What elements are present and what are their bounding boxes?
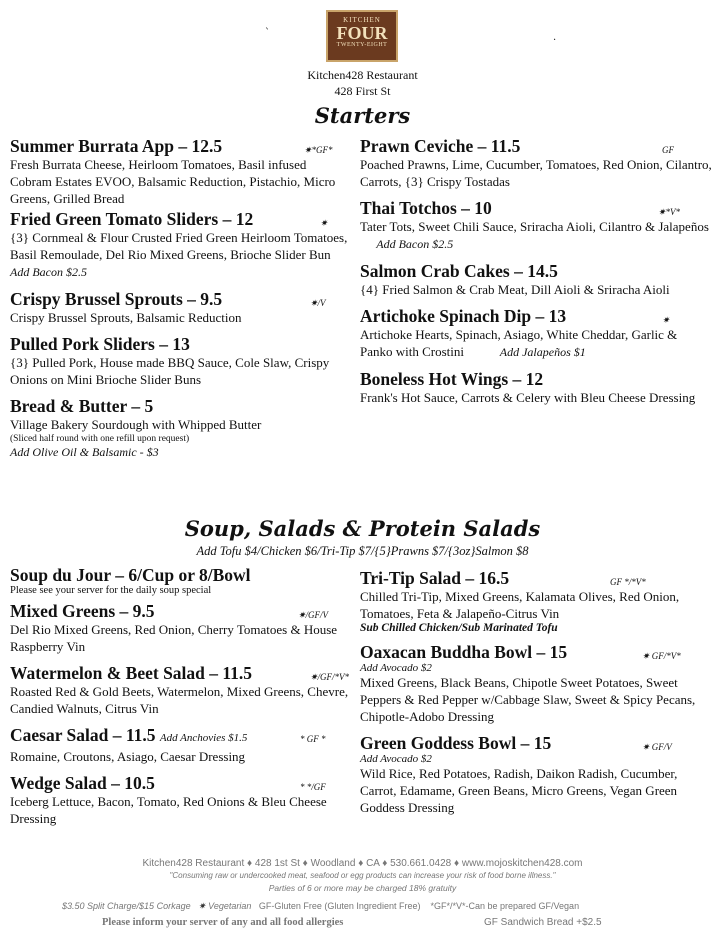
- menu-item: [10, 663, 355, 717]
- item-description: Please see your server for the daily soup special: [10, 585, 212, 596]
- item-name: [360, 642, 715, 662]
- diet-tag: * GF *: [300, 734, 326, 744]
- footer-gluten-free: GF-Gluten Free (Gluten Ingredient Free): [258, 901, 421, 911]
- item-addon: Add Jalapeños $1: [499, 345, 586, 359]
- diet-tag-text: GF/*V*: [651, 651, 681, 661]
- menu-item: [10, 725, 355, 765]
- menu-item: [10, 136, 350, 207]
- item-name: [360, 136, 712, 156]
- item-name-text: Prawn Ceviche – 11.5: [360, 136, 521, 156]
- item-name: Salmon Crab Cakes – 14.5: [360, 261, 558, 281]
- diet-tag: ✷/GF/V: [298, 610, 329, 620]
- logo-line-2: FOUR: [336, 23, 388, 43]
- menu-item: [10, 773, 355, 827]
- menu-item: [10, 289, 350, 326]
- item-name-text: Mixed Greens – 9.5: [10, 601, 155, 621]
- diet-tag-text: /GF/*V*: [317, 672, 350, 682]
- menu-item: [10, 334, 350, 388]
- item-name: [10, 725, 355, 748]
- item-name: [360, 568, 715, 588]
- item-addon: Add Bacon $2.5: [10, 265, 87, 279]
- menu-item: [10, 565, 355, 597]
- item-name: Soup du Jour – 6/Cup or 8/Bowl: [10, 565, 251, 585]
- restaurant-logo: [326, 10, 398, 62]
- item-name: [360, 306, 712, 326]
- vegetarian-icon: ✷: [198, 901, 206, 911]
- menu-item: [360, 568, 715, 634]
- item-description: {4} Fried Salmon & Crab Meat, Dill Aioli & Sriracha Aioli: [360, 282, 670, 297]
- item-name-text: Crispy Brussel Sprouts – 9.5: [10, 289, 223, 309]
- section-title-salads: Soup, Salads & Protein Salads: [184, 516, 541, 541]
- item-substitution: Sub Chilled Chicken/Sub Marinated Tofu: [360, 622, 558, 634]
- item-note: (Sliced half round with one refill upon request): [10, 434, 190, 444]
- diet-tag-text: *GF*: [311, 145, 333, 155]
- starters-left-column: [10, 136, 350, 468]
- item-addon: Add Olive Oil & Balsamic - $3: [10, 445, 159, 459]
- item-description: Roasted Red & Gold Beets, Watermelon, Mixed Greens, Chevre, Candied Walnuts, Citrus Vin: [10, 684, 349, 716]
- item-description: Wild Rice, Red Potatoes, Radish, Daikon Radish, Cucumber, Carrot, Edamame, Green Beans, Micro Greens, Vegan Green Goddess Dressing: [360, 766, 678, 815]
- item-name: [10, 773, 355, 793]
- diet-tag: ✷*GF*: [304, 145, 333, 155]
- item-description: Poached Prawns, Lime, Cucumber, Tomatoes, Red Onion, Cilantro, Carrots, {3} Crispy Tostadas: [360, 157, 712, 189]
- footer-contact: Kitchen428 Restaurant ♦ 428 1st St ♦ Woodland ♦ CA ♦ 530.661.0428 ♦ www.mojoskitchen428.com: [142, 858, 583, 869]
- salads-left-column: [10, 565, 355, 835]
- diet-tag-text: *V*: [665, 207, 681, 217]
- item-name-text: Watermelon & Beet Salad – 11.5: [10, 663, 253, 683]
- item-name-text: Summer Burrata App – 12.5: [10, 136, 223, 156]
- item-name-text: Oaxacan Buddha Bowl – 15: [360, 642, 568, 662]
- item-name: Pulled Pork Sliders – 13: [10, 334, 190, 354]
- diet-tag-text: /V: [317, 298, 326, 308]
- item-name-text: Wedge Salad – 10.5: [10, 773, 155, 793]
- diet-tag: GF */*V*: [610, 577, 646, 587]
- item-description: Crispy Brussel Sprouts, Balsamic Reduction: [10, 310, 242, 325]
- item-addon: Add Bacon $2.5: [376, 237, 454, 251]
- item-name: Bread & Butter – 5: [10, 396, 154, 416]
- item-description: Village Bakery Sourdough with Whipped Butter: [10, 417, 262, 432]
- item-name: [360, 198, 712, 218]
- item-description: Mixed Greens, Black Beans, Chipotle Sweet Potatoes, Sweet Peppers & Red Pepper w/Cabbage Slaw, Sweet & Spicy Pecans, Chipotle-Adobo Dressing: [360, 675, 696, 724]
- item-name-text: Artichoke Spinach Dip – 13: [360, 306, 567, 326]
- footer-charges: $3.50 Split Charge/$15 Corkage: [62, 901, 191, 911]
- item-description: {3} Pulled Pork, House made BBQ Sauce, Cole Slaw, Crispy Onions on Mini Brioche Slider Buns: [10, 355, 330, 387]
- footer-allergies: Please inform your server of any and all food allergies: [102, 917, 344, 928]
- item-description: Del Rio Mixed Greens, Red Onion, Cherry Tomatoes & House Raspberry Vin: [10, 622, 338, 654]
- item-name: [10, 601, 355, 621]
- diet-tag-text: GF/V: [651, 742, 672, 752]
- restaurant-name: Kitchen428 Restaurant: [307, 68, 418, 82]
- menu-item: [10, 209, 350, 281]
- item-description: Iceberg Lettuce, Bacon, Tomato, Red Onions & Bleu Cheese Dressing: [10, 794, 327, 826]
- item-name: [360, 733, 715, 753]
- item-name: [10, 136, 350, 156]
- menu-item: [360, 733, 715, 816]
- diet-tag: ✷/V: [310, 298, 326, 308]
- speck: `: [265, 28, 270, 39]
- restaurant-address: 428 First St: [334, 84, 391, 98]
- diet-tag: ✷*V*: [658, 207, 681, 217]
- menu-item: [10, 601, 355, 655]
- item-description-text: Tater Tots, Sweet Chili Sauce, Sriracha Aioli, Cilantro & Jalapeños: [360, 219, 709, 234]
- item-name: Boneless Hot Wings – 12: [360, 369, 544, 389]
- menu-item: [360, 642, 715, 725]
- menu-item: [360, 261, 712, 298]
- menu-item: [360, 306, 712, 361]
- footer-gratuity: Parties of 6 or more may be charged 18% gratuity: [268, 883, 457, 893]
- item-name-text: Fried Green Tomato Sliders – 12: [10, 209, 254, 229]
- starters-right-column: [360, 136, 712, 414]
- vegetarian-icon: ✷: [320, 218, 328, 228]
- section-subtitle-addons: Add Tofu $4/Chicken $6/Tri-Tip $7/{5}Prawns $7/{3oz}Salmon $8: [196, 544, 529, 558]
- item-description: [10, 229, 350, 281]
- item-description: Frank's Hot Sauce, Carrots & Celery with Bleu Cheese Dressing: [360, 390, 696, 405]
- item-addon: Add Anchovies $1.5: [159, 732, 248, 744]
- section-title-starters: Starters: [314, 103, 411, 128]
- salads-right-column: [360, 568, 715, 824]
- logo-line-1: KITCHEN: [343, 16, 381, 24]
- item-name-text: Tri-Tip Salad – 16.5: [360, 568, 510, 588]
- diet-tag: ✷ GF/V: [642, 742, 672, 752]
- item-name: [10, 663, 355, 683]
- item-description: Chilled Tri-Tip, Mixed Greens, Kalamata Olives, Red Onion, Tomatoes, Feta & Jalapeño-Citrus Vin: [360, 589, 680, 621]
- diet-tag: GF: [662, 145, 674, 155]
- vegetarian-icon: ✷: [662, 315, 670, 325]
- menu-item: [360, 369, 712, 406]
- item-description: Romaine, Croutons, Asiago, Caesar Dressing: [10, 749, 246, 764]
- footer-vegetarian: Vegetarian: [208, 901, 252, 911]
- logo-line-3: TWENTY-EIGHT: [336, 42, 388, 48]
- menu-item: [360, 136, 712, 190]
- speck: .: [553, 32, 557, 43]
- item-description-text: {3} Cornmeal & Flour Crusted Fried Green Heirloom Tomatoes, Basil Remoulade, Del Rio Mixed Greens, Brioche Slider Bun: [10, 230, 348, 262]
- footer-vegan: *GF*/*V*-Can be prepared GF/Vegan: [430, 901, 580, 911]
- item-description: [360, 218, 712, 253]
- item-name: [10, 209, 350, 229]
- item-description-text: Artichoke Hearts, Spinach, Asiago, White Cheddar, Garlic & Panko with Crostini: [360, 327, 678, 359]
- item-name-text: Caesar Salad – 11.5: [10, 725, 156, 745]
- footer-gf-bread: GF Sandwich Bread +$2.5: [484, 917, 602, 928]
- footer-warning: "Consuming raw or undercooked meat, seafood or egg products can increase your risk of food borne illness.": [169, 871, 556, 880]
- item-description: [360, 326, 712, 361]
- item-addon: Add Avocado $2: [360, 662, 432, 674]
- item-name: [10, 289, 350, 309]
- menu-item: [360, 198, 712, 253]
- diet-tag: ✷/GF/*V*: [310, 672, 350, 682]
- item-name-text: Thai Totchos – 10: [360, 198, 492, 218]
- diet-tag: * */GF: [300, 782, 326, 792]
- menu-item: [10, 396, 350, 460]
- item-addon: Add Avocado $2: [360, 753, 432, 765]
- footer-legend: [62, 901, 579, 912]
- diet-tag-text: /GF/V: [305, 610, 329, 620]
- item-name-text: Green Goddess Bowl – 15: [360, 733, 552, 753]
- item-description: Fresh Burrata Cheese, Heirloom Tomatoes, Basil infused Cobram Estates EVOO, Balsamic Reduction, Pistachio, Micro Greens, Grilled Bread: [10, 157, 336, 206]
- diet-tag: ✷ GF/*V*: [642, 651, 681, 661]
